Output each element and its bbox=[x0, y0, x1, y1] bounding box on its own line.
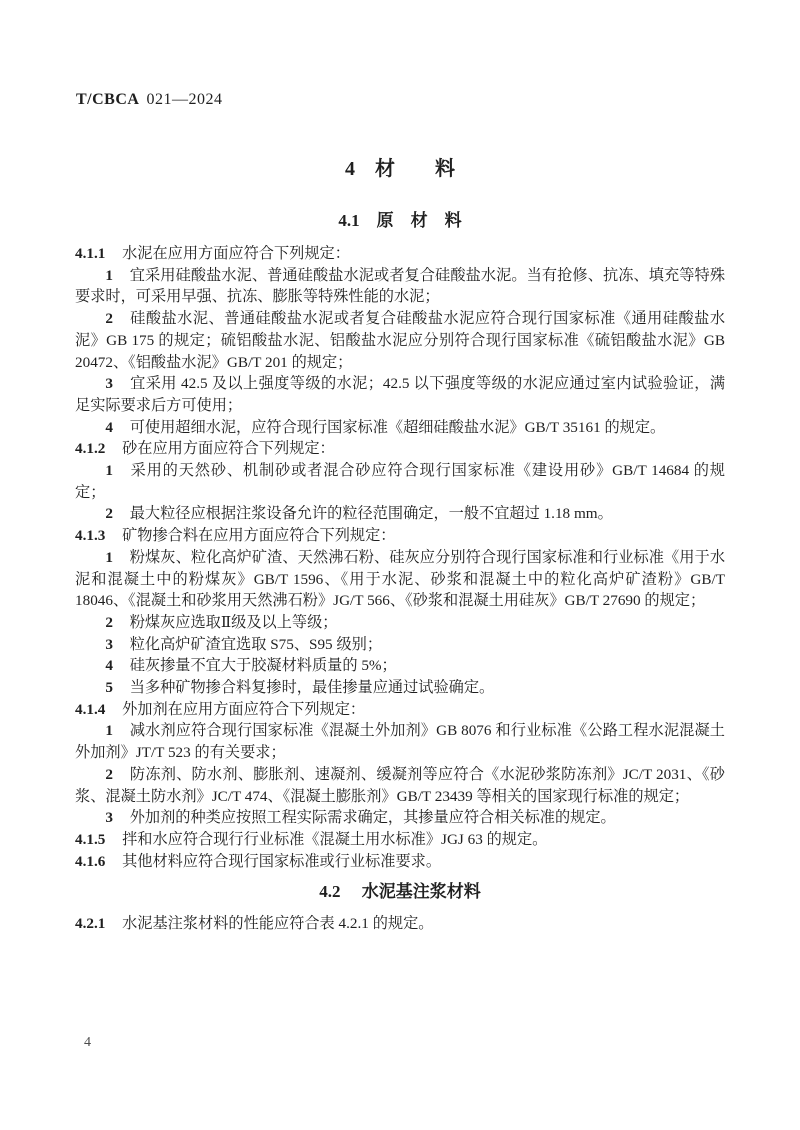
list-item-4-1-3-4 bbox=[75, 655, 725, 677]
clause-text: 水泥在应用方面应符合下列规定： bbox=[122, 245, 350, 262]
list-item-4-1-1-2 bbox=[75, 308, 725, 373]
item-text: 采用的天然砂、机制砂或者混合砂应符合现行国家标准《建设用砂》GB/T 14684 的规定； bbox=[75, 462, 725, 501]
item-number: 1 bbox=[105, 722, 113, 740]
item-number: 2 bbox=[105, 613, 113, 631]
clause-number: 4.1.6 bbox=[75, 852, 106, 870]
list-item-4-1-3-5 bbox=[75, 677, 725, 699]
clause-4-1-1 bbox=[75, 243, 725, 265]
list-item-4-1-1-1 bbox=[75, 265, 725, 308]
clause-text: 其他材料应符合现行国家标准或行业标准要求。 bbox=[122, 852, 442, 870]
item-text: 外加剂的种类应按照工程实际需求确定，其掺量应符合相关标准的规定。 bbox=[129, 809, 616, 827]
document-code bbox=[76, 91, 222, 109]
item-text: 硅酸盐水泥、普通硅酸盐水泥或者复合硅酸盐水泥应符合现行国家标准《通用硅酸盐水泥》GB 175 的规定；硫铝酸盐水泥、铝酸盐水泥应分别符合现行国家标准《硫铝酸盐水泥》GB 20472、《铝酸盐水泥》GB/T 201 的规定； bbox=[75, 310, 725, 371]
list-item-4-1-2-2 bbox=[75, 503, 725, 525]
item-number: 1 bbox=[105, 462, 113, 480]
clause-number: 4.2.1 bbox=[75, 915, 106, 933]
clause-text: 矿物掺合料在应用方面应符合下列规定： bbox=[122, 527, 396, 545]
list-item-4-1-2-1 bbox=[75, 460, 725, 503]
clause-4-1-2 bbox=[75, 438, 725, 460]
document-code-number: 021—2024 bbox=[146, 91, 223, 108]
item-text: 可使用超细水泥，应符合现行国家标准《超细硅酸盐水泥》GB/T 35161 的规定。 bbox=[129, 418, 666, 436]
clause-4-1-4 bbox=[75, 699, 725, 721]
item-number: 3 bbox=[105, 635, 113, 653]
list-item-4-1-1-3 bbox=[75, 373, 725, 416]
page-number: 4 bbox=[84, 1035, 91, 1050]
clause-number: 4.1.1 bbox=[75, 245, 106, 262]
clause-4-1-6 bbox=[75, 851, 725, 873]
item-number: 5 bbox=[105, 679, 113, 697]
item-text: 当多种矿物掺合料复掺时，最佳掺量应通过试验确定。 bbox=[129, 679, 495, 697]
item-text: 宜采用 42.5 及以上强度等级的水泥；42.5 以下强度等级的水泥应通过室内试验验证，满足实际要求后方可使用； bbox=[75, 375, 725, 414]
item-text: 减水剂应符合现行国家标准《混凝土外加剂》GB 8076 和行业标准《公路工程水泥混凝土外加剂》JT/T 523 的有关要求； bbox=[75, 722, 725, 762]
item-number: 3 bbox=[105, 809, 113, 827]
item-number: 3 bbox=[105, 375, 113, 393]
item-number: 2 bbox=[105, 310, 113, 328]
list-item-4-1-3-2 bbox=[75, 612, 725, 634]
item-text: 粉煤灰应选取Ⅱ级及以上等级； bbox=[129, 613, 338, 631]
item-text: 粉煤灰、粒化高炉矿渣、天然沸石粉、硅灰应分别符合现行国家标准和行业标准《用于水泥和混凝土中的粉煤灰》GB/T 1596、《用于水泥、砂浆和混凝土中的粒化高炉矿渣粉》GB/T 18046、《混凝土和砂浆用天然沸石粉》JG/T 566、《砂浆和混凝土用硅灰》GB/T 27690 的规定； bbox=[75, 548, 725, 610]
clause-4-1-3 bbox=[75, 525, 725, 547]
list-item-4-1-4-3 bbox=[75, 807, 725, 829]
clause-text: 水泥基注浆材料的性能应符合表 4.2.1 的规定。 bbox=[122, 915, 434, 933]
clause-number: 4.1.3 bbox=[75, 527, 106, 545]
item-number: 4 bbox=[105, 657, 113, 675]
item-number: 1 bbox=[105, 266, 113, 284]
list-item-4-1-4-2 bbox=[75, 764, 725, 807]
list-item-4-1-3-3 bbox=[75, 634, 725, 656]
clause-number: 4.1.5 bbox=[75, 830, 106, 848]
item-text: 硅灰掺量不宜大于胶凝材料质量的 5%； bbox=[129, 657, 397, 675]
item-number: 2 bbox=[105, 505, 113, 523]
list-item-4-1-3-1 bbox=[75, 547, 725, 612]
section-4-2-heading: 4.2 水泥基注浆材料 bbox=[319, 882, 481, 902]
chapter-heading: 4 材 料 bbox=[345, 158, 455, 180]
item-number: 1 bbox=[105, 548, 113, 566]
item-text: 粒化高炉矿渣宜选取 S75、S95 级别； bbox=[129, 635, 383, 653]
document-code-prefix: T/CBCA bbox=[76, 91, 140, 108]
clause-number: 4.1.2 bbox=[75, 440, 106, 458]
document-body bbox=[75, 156, 725, 935]
list-item-4-1-1-4 bbox=[75, 417, 725, 439]
section-4-1-heading: 4.1 原 材 料 bbox=[338, 211, 462, 230]
clause-4-1-5 bbox=[75, 829, 725, 851]
item-number: 2 bbox=[105, 765, 113, 783]
clause-4-2-1 bbox=[75, 913, 725, 935]
clause-text: 外加剂在应用方面应符合下列规定： bbox=[122, 700, 366, 718]
item-text: 宜采用硅酸盐水泥、普通硅酸盐水泥或者复合硅酸盐水泥。当有抢修、抗冻、填充等特殊要求时，可采用早强、抗冻、膨胀等特殊性能的水泥； bbox=[75, 266, 725, 306]
item-text: 防冻剂、防水剂、膨胀剂、速凝剂、缓凝剂等应符合《水泥砂浆防冻剂》JC/T 2031、《砂浆、混凝土防水剂》JC/T 474、《混凝土膨胀剂》GB/T 23439 等相关的国家现行标准的规定； bbox=[75, 765, 725, 805]
list-item-4-1-4-1 bbox=[75, 720, 725, 763]
clause-number: 4.1.4 bbox=[75, 700, 106, 718]
item-number: 4 bbox=[105, 418, 113, 436]
item-text: 最大粒径应根据注浆设备允许的粒径范围确定，一般不宜超过 1.18 mm。 bbox=[129, 505, 613, 523]
clause-text: 拌和水应符合现行行业标准《混凝土用水标准》JGJ 63 的规定。 bbox=[122, 830, 548, 848]
clause-text: 砂在应用方面应符合下列规定： bbox=[122, 440, 335, 458]
